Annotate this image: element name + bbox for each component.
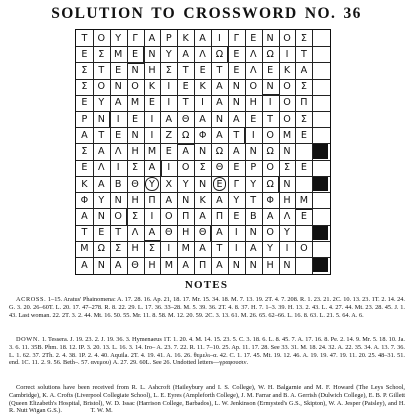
grid-letter: Ι [201, 97, 205, 109]
signature: T. W. M. [90, 407, 113, 415]
grid-letter: Ν [215, 113, 224, 125]
grid-letter: Ο [300, 243, 308, 255]
grid-letter: Ν [283, 259, 291, 271]
circled-cell [213, 177, 227, 190]
grid-letter: Σ [148, 243, 155, 255]
grid-letter: Τ [300, 48, 307, 60]
grid-letter: Φ [80, 194, 89, 206]
grid-letter: Ε [81, 162, 88, 174]
grid-letter: Α [165, 194, 173, 206]
grid-letter: Υ [267, 243, 274, 255]
grid-letter: Α [182, 259, 189, 271]
grid-letter: Ν [97, 259, 105, 271]
grid-letter: Ρ [250, 162, 257, 174]
grid-letter: Ι [218, 32, 221, 44]
grid-letter: Ο [114, 210, 122, 222]
crossword-grid [75, 29, 331, 275]
grid-letter: Ε [115, 65, 122, 77]
grid-letter: Ι [234, 243, 238, 255]
grid-letter: Τ [81, 227, 88, 239]
grid-letter: Ν [283, 178, 291, 190]
grid-letter: Α [81, 210, 88, 222]
grid-letter: Φ [198, 129, 207, 141]
grid-letter: Λ [249, 48, 257, 60]
grid-letter: Ω [215, 146, 224, 158]
grid-letter: Γ [132, 32, 138, 44]
grid-letter: Σ [81, 146, 88, 158]
grid-letter: Σ [115, 243, 122, 255]
grid-letter: Ε [182, 81, 189, 93]
grid-letter: Η [148, 259, 156, 271]
grid-letter: Ι [234, 227, 238, 239]
grid-letter: Λ [283, 210, 291, 222]
grid-letter: Ω [215, 48, 224, 60]
grid-letter: Α [216, 129, 223, 141]
grid-letter: Ν [249, 259, 257, 271]
grid-letter: Σ [199, 162, 206, 174]
grid-letter: Σ [81, 65, 88, 77]
grid-letter: Α [199, 32, 206, 44]
grid-letter: Κ [182, 32, 189, 44]
grid-letter: Ι [150, 113, 154, 125]
grid-letter: Ε [250, 113, 257, 125]
grid-letter: Ν [114, 81, 122, 93]
grid-letter: Η [131, 194, 139, 206]
grid-letter: Α [114, 97, 122, 109]
grid-letter: Σ [300, 32, 307, 44]
black-square [313, 144, 328, 158]
grid-letter: Ο [283, 113, 291, 125]
grid-letter: Υ [233, 194, 240, 206]
grid-letter: Ν [266, 32, 274, 44]
grid-letter: Ν [148, 48, 156, 60]
grid-letter: Τ [267, 113, 274, 125]
grid-letter: Υ [149, 178, 155, 190]
across-notes [9, 296, 405, 319]
grid-letter: Μ [282, 129, 292, 141]
grid-letter: Ε [300, 129, 307, 141]
grid-letter: Λ [131, 227, 139, 239]
grid-letter: Ο [165, 210, 173, 222]
grid-letter: Τ [115, 227, 122, 239]
grid-letter: Α [199, 210, 206, 222]
grid-letter: Ι [167, 81, 171, 93]
grid-letter: Ε [81, 97, 88, 109]
grid-letter: Μ [80, 243, 89, 255]
grid-letter: Α [199, 243, 206, 255]
grid-letter: Ρ [81, 113, 88, 125]
grid-letter: Ι [150, 129, 154, 141]
grid-letter: Ν [97, 210, 105, 222]
grid-letter: Τ [216, 243, 223, 255]
notes-heading: NOTES [184, 279, 229, 291]
black-square [313, 177, 328, 191]
grid-letter: Λ [114, 146, 122, 158]
grid-letter: Χ [165, 178, 173, 190]
page-title: SOLUTION TO CROSSWORD NO. 36 [51, 5, 362, 22]
grid-letter: Κ [199, 194, 206, 206]
grid-letter: Α [233, 113, 240, 125]
grid-letter: Ε [250, 32, 257, 44]
grid-letter: Ν [199, 146, 207, 158]
grid-letter: Γ [233, 32, 240, 44]
grid-letter: Β [249, 210, 257, 222]
grid-letter: Β [114, 178, 122, 190]
grid-letter: Ε [300, 162, 307, 174]
grid-letter: Ε [267, 65, 274, 77]
grid-letter: Π [182, 210, 190, 222]
grid-letter: Τ [81, 32, 88, 44]
grid-letter: Ι [167, 162, 171, 174]
grid-letter: Σ [98, 48, 105, 60]
grid-letter: Υ [98, 194, 105, 206]
grid-letter: Υ [98, 97, 105, 109]
grid-letter: Κ [81, 178, 88, 190]
grid-letter: Τ [98, 65, 105, 77]
grid-letter: Ο [283, 32, 291, 44]
grid-letter: Κ [148, 81, 156, 93]
down-text: 1. Tessera. J. 19. 23. 2. J. 19. 36. 3. Hymenaeus 1T. 1. 20. 4. M. 14. 15. 23. 5. C. 3. 18. 6. L. 8. 45. 7. A. 17. 16. 8. Pe. 2. 14. 9. Mr. 5. 18. 10. Ja. 3. 6. 11. 35B. Phm. 18. 12. IP. 3. 20. 13. L. 16. 3. 14. Iro– A. 23. 7. 22. R. 11. 7–10. 25. Ap. 11. 17. 28. See 33. 31. M. 18. 24. 32. A. 22. 35. 34. A. 13. 7. 36. L. 1. 62. 37. 2Th. 2. 4. 38. 1P. 2. 4. 40. Aquila. 2T. 4. 19. 41. A. 16. 26. θεμελι–α. 42. C. 1. 17. 45. Mt. 19. 12. 46. A. 19. 19. 47. 19. 11. 20. 25. 48–31. 51. end. 1C. 11. 2. 9. 56. Beth–. 57. ανεμου) A. 27. 29. 60L. See 26. Undotted letters—γραφουσιν. [9, 336, 405, 367]
grid-letter: Τ [250, 194, 257, 206]
grid-letter: Ι [150, 210, 154, 222]
grid-letter: Ο [266, 129, 274, 141]
correct-solutions-text: Correct solutions have been received from R. L. Ashcroft (Haileybury and I. S. College), W. H. Balgarnie and M. F. Howard (The Leys School, Cambridge), K. A. Crofts (Liverpool Collegiate School), L. E. Eyres (Ampleforth College), J. M. Farrar and B. A. Gerrish (Dulwich College), E. B. P. Gillett (Queen Elizabeth's Hospital, Bristol), W. D. Issac (Harrison College, Barbados), L. W. Jenkinson (Ermysted's G.S., Skipton), W. A. Jesper (Paisley), and H. R. Nutt Wigan G.S.). [9, 384, 405, 415]
grid-letter: Ο [97, 81, 106, 93]
grid-letter: Θ [131, 178, 139, 190]
grid-letter: Ο [266, 162, 274, 174]
grid-letter: Θ [215, 162, 224, 174]
grid-letter: Τ [98, 129, 105, 141]
grid-letter: Α [216, 97, 223, 109]
grid-letter: Ν [114, 194, 122, 206]
grid-letter: Η [266, 259, 274, 271]
grid-letter: Π [300, 97, 308, 109]
grid-letter: Θ [165, 227, 173, 239]
grid-letter: Σ [300, 113, 307, 125]
grid-letter: Α [148, 227, 156, 239]
grid-letter: Ε [132, 113, 139, 125]
grid-letter: Ω [266, 178, 274, 190]
grid-letter: Α [266, 210, 274, 222]
grid-letter: Ν [199, 178, 207, 190]
grid-letter: Ο [249, 81, 258, 93]
grid-letter: Α [216, 227, 223, 239]
across-text: 1–15. Aratus' Phainomena: A. 17. 28. 16. Ap. 21, 18. 17. Mr. 15. 34. 18. M. 7. 13. 19. 2T. 4. 7. 208. R. 1. 23. 21. 2C. 10. 13. 23. 1T. 2. 14. 24. G. 3. 20. 26–60T. L. 20. 17. 47–278. R. 8. 22. 29. L. 17. 36. 33–28. M. 5. 39. 36. 2T. 4. 8. 37. H. 7. 1–3. 39. H. 13. 2. 43. L. 4. 27. 44. Mt. 23. 28. 45. J. 1. 43. Last woman. 22. 2T. 3. 2. 44. Mt. 16. 50. 55. Mr. 11. 8. 58. M. 12. 20. 59. 2C. 3. 13. 61. M. 26. 65. 62–66. L. 16. 8. 63. L. 21. 5. 64. A. 6. [9, 296, 405, 319]
grid-letter: Ι [285, 243, 289, 255]
grid-letter: Ω [182, 129, 190, 141]
grid-letter: Ω [266, 48, 274, 60]
grid-letter: Ε [81, 48, 88, 60]
grid-letter: Λ [199, 48, 206, 60]
grid-letter: Ε [165, 146, 172, 158]
grid-letter: Σ [283, 162, 291, 174]
grid-letter: Α [182, 48, 189, 60]
grid-letter: Σ [165, 65, 172, 77]
grid-letter: Ν [266, 81, 274, 93]
grid-letter: Λ [249, 65, 257, 77]
black-square [313, 226, 328, 240]
grid-letter: Τ [182, 65, 189, 77]
grid-letter: Α [114, 259, 122, 271]
grid-letter: Ο [97, 32, 106, 44]
grid-letter: Ο [283, 81, 291, 93]
grid-letter: Ο [283, 97, 291, 109]
grid-letter: Θ [131, 259, 139, 271]
grid-letter: Θ [181, 113, 190, 125]
grid-letter: Ι [116, 113, 120, 125]
grid-letter: Ε [233, 65, 240, 77]
grid-letter: Ο [266, 227, 274, 239]
grid-letter: Α [81, 129, 88, 141]
grid-letter: Θ [198, 227, 207, 239]
grid-letter: Ε [148, 97, 155, 109]
grid-letter: Ε [115, 129, 122, 141]
grid-letter: Γ [233, 178, 240, 190]
grid-letter: Μ [164, 259, 173, 271]
grid-letter: Σ [132, 162, 139, 174]
grid-letter: Π [198, 259, 207, 271]
grid-letter: Ε [132, 48, 139, 60]
grid-letter: Ν [182, 194, 190, 206]
grid-letter: Ε [300, 210, 307, 222]
grid-letter: Ι [167, 97, 171, 109]
grid-letter: Ι [251, 129, 255, 141]
grid-letter: Υ [165, 48, 172, 60]
grid-letter: Τ [182, 97, 189, 109]
grid-letter: Ν [249, 227, 257, 239]
grid-letter: Ρ [165, 32, 172, 44]
circled-cell [145, 177, 159, 190]
grid-letter: Α [98, 146, 105, 158]
grid-letter: Μ [147, 146, 157, 158]
grid-letter: Α [81, 259, 88, 271]
grid-letter: Υ [182, 178, 189, 190]
grid-letter: Σ [81, 81, 88, 93]
grid-letter: Ν [232, 81, 240, 93]
grid-letter: Ν [232, 97, 240, 109]
grid-letter: Η [182, 227, 190, 239]
grid-letter: Ε [216, 178, 223, 190]
grid-letter: Ι [167, 243, 171, 255]
black-square [313, 258, 328, 272]
grid-letter: Ω [266, 146, 274, 158]
grid-letter: Ε [98, 227, 105, 239]
grid-letter: Α [216, 259, 223, 271]
grid-letter: Ω [97, 243, 105, 255]
grid-letter: Ν [131, 65, 139, 77]
grid-letter: Υ [284, 227, 290, 239]
grid-letter: Κ [199, 81, 206, 93]
grid-letter: Ο [131, 81, 139, 93]
grid-letter: Ε [199, 65, 206, 77]
grid-letter: Ε [233, 48, 240, 60]
grid-letter: Σ [132, 210, 139, 222]
grid-letter: Ν [131, 129, 139, 141]
grid-letter: Ν [97, 113, 105, 125]
down-label: DOWN. [16, 336, 41, 343]
grid-letter: Α [148, 32, 156, 44]
grid-letter: Α [165, 113, 173, 125]
grid-letter: Μ [130, 97, 140, 109]
grid-letter: Η [148, 65, 156, 77]
grid-letter: Κ [283, 65, 291, 77]
grid-letter: Ν [232, 259, 240, 271]
correct-solutions-note [9, 384, 405, 415]
grid-letter: Α [199, 113, 206, 125]
grid-letter: Η [249, 97, 257, 109]
grid-letter: Ν [283, 146, 291, 158]
grid-letter: Υ [250, 178, 257, 190]
grid-letter: Τ [216, 65, 223, 77]
grid-letter: Ι [116, 162, 120, 174]
across-label: ACROSS. [16, 296, 47, 303]
grid-letter: Μ [299, 194, 309, 206]
grid-letter: Μ [181, 243, 190, 255]
grid-letter: Α [216, 81, 223, 93]
grid-letter: Τ [233, 129, 240, 141]
grid-letter: Π [215, 210, 224, 222]
grid-letter: Ε [233, 210, 240, 222]
grid-letter: Α [233, 146, 240, 158]
grid-letter: Α [182, 146, 189, 158]
grid-letter: Π [148, 194, 156, 206]
grid-letter: Ο [181, 162, 190, 174]
grid-letter: Α [148, 162, 156, 174]
grid-letter: Ι [285, 48, 289, 60]
grid-letter: Λ [98, 162, 105, 174]
grid-letter: Α [249, 243, 257, 255]
grid-letter: Μ [114, 48, 123, 60]
grid-letter: Α [98, 178, 105, 190]
grid-letter: Α [216, 194, 223, 206]
grid-letter: Υ [115, 32, 122, 44]
grid-letter: Σ [300, 81, 307, 93]
grid-letter: Ζ [165, 129, 173, 141]
down-notes [9, 336, 405, 367]
grid-letter: Ι [268, 97, 272, 109]
grid-letter: Φ [266, 194, 274, 206]
grid-letter: Η [131, 146, 139, 158]
grid-letter: Η [283, 194, 291, 206]
grid-letter: Ε [233, 162, 240, 174]
grid-letter: Α [300, 65, 308, 77]
grid-letter: Ν [249, 146, 257, 158]
grid-letter: Η [131, 243, 139, 255]
